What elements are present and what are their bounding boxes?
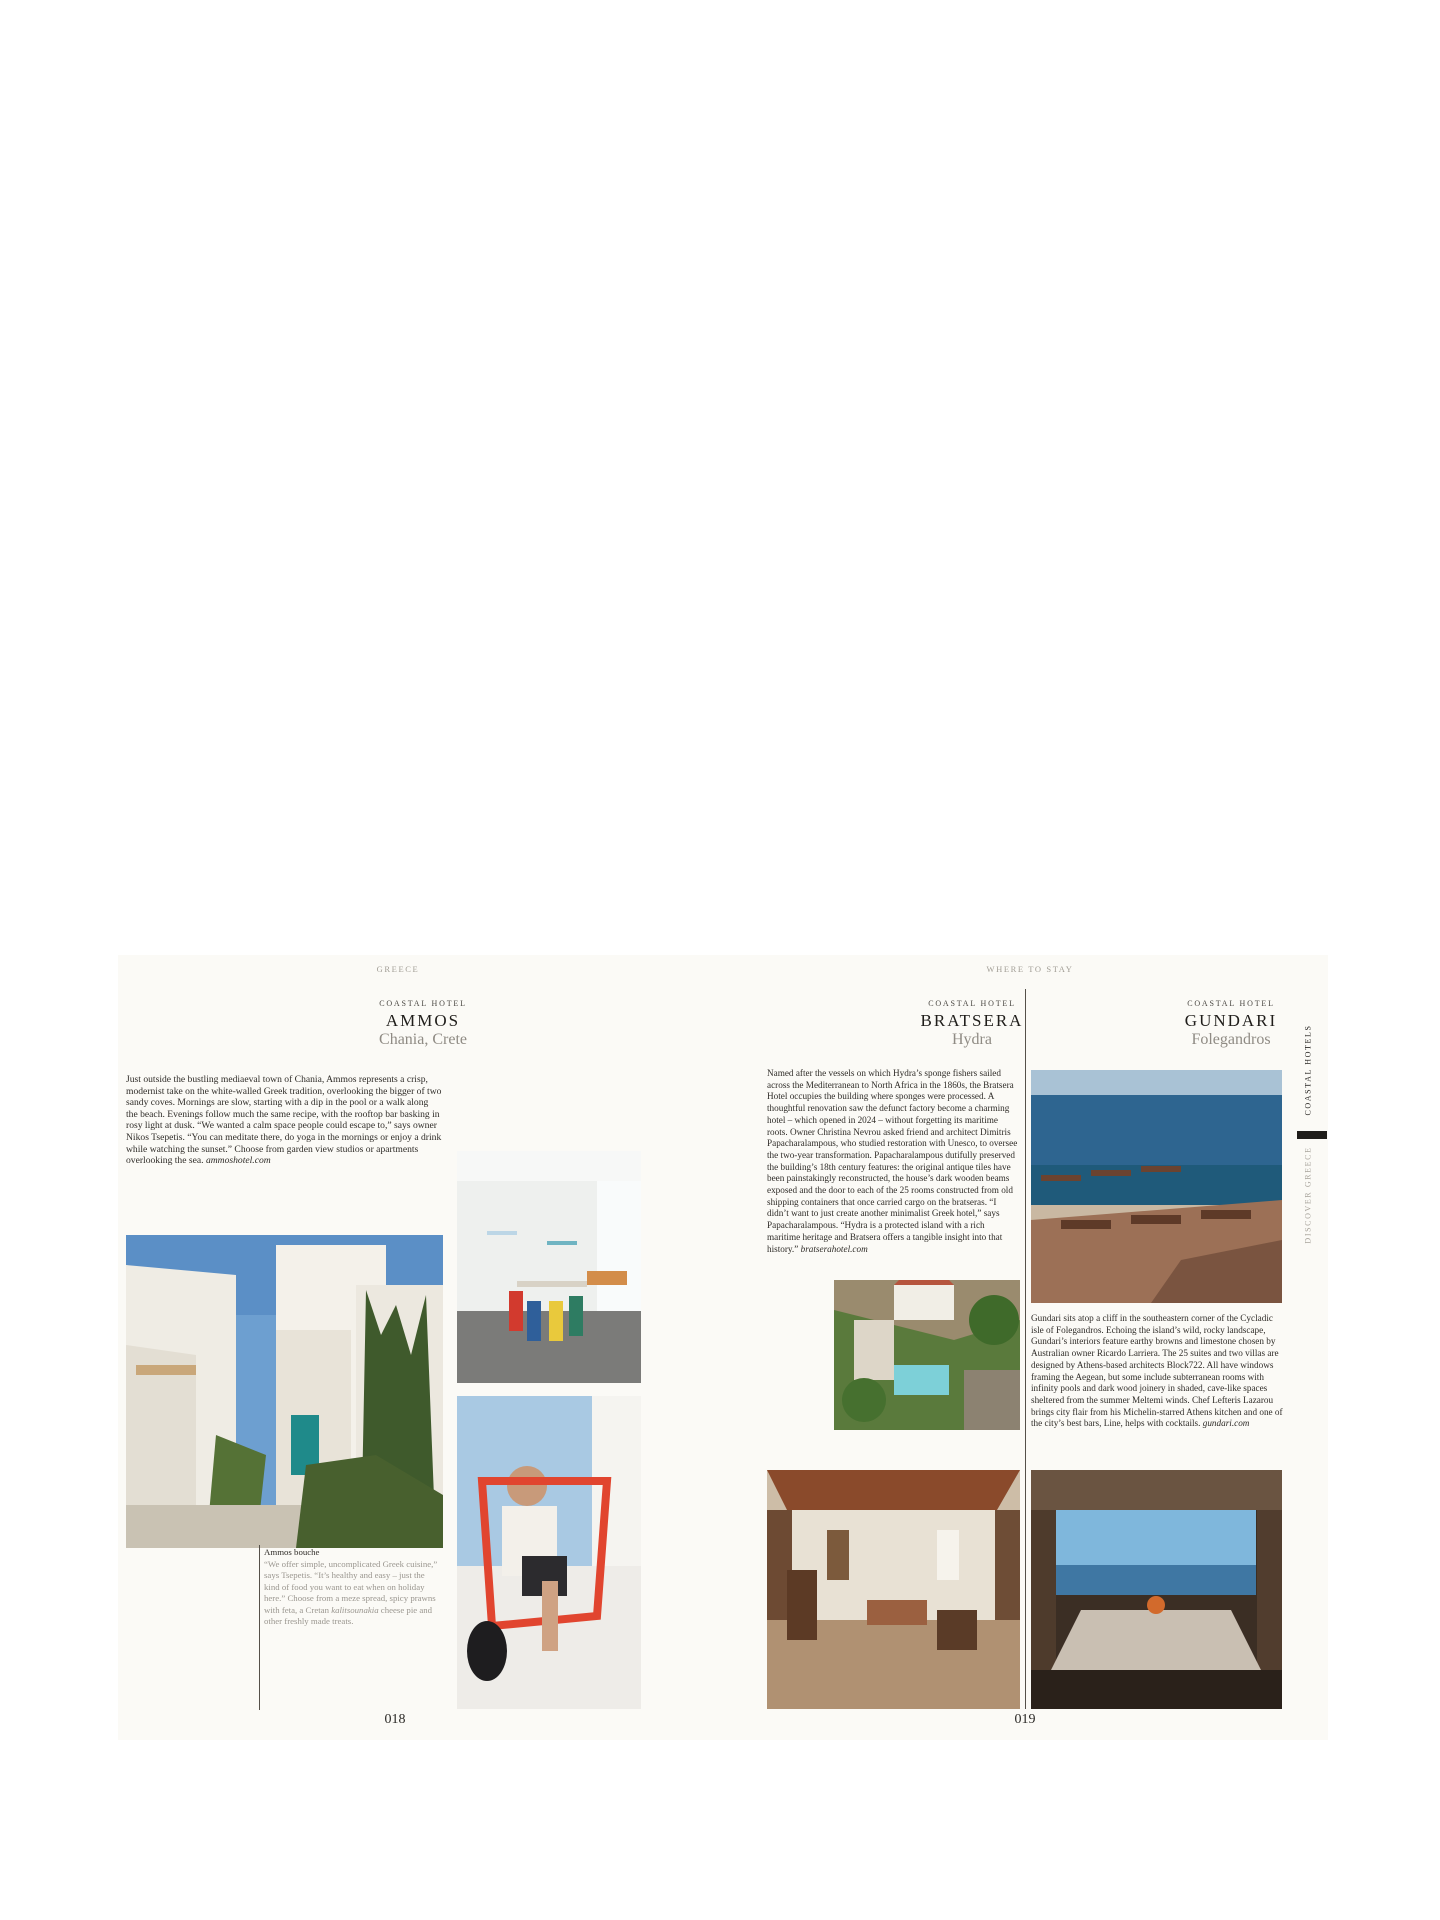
- caption-body: [264, 1559, 442, 1628]
- bratsera-interior-photo: [767, 1470, 1020, 1709]
- ammos-body-text: Just outside the bustling mediaeval town of Chania, Ammos represents a crisp, modernist take on the white-walled Greek tradition, overlooking the bigger of two sandy coves. Mornings are slow, starting with a dip in the pool or a walk along the beach. Evenings follow much the same recipe, with the rooftop bar basking in rosy light at dusk. “We wanted a calm space people could escape to,” says owner Nikos Tsepetis. “You can meditate there, do yoga in the mornings or enjoy a drink while watching the sunset.” Choose from garden view studios or apartments overlooking the sea.: [126, 1074, 442, 1167]
- bratsera-title: BRATSERA: [920, 1011, 1024, 1030]
- gundari-dining-photo: [1031, 1470, 1282, 1709]
- bratsera-body: [767, 1068, 1020, 1255]
- gundari-pool-photo: [1031, 1070, 1282, 1303]
- caption-rule: [259, 1545, 260, 1710]
- gundari-body: [1031, 1313, 1284, 1430]
- ammos-interior-photo: [457, 1151, 641, 1383]
- bratsera-location: Hydra: [952, 1031, 992, 1048]
- caption-body-text: “We offer simple, uncomplicated Greek cuisine,” says Tsepetis. “It’s healthy and easy – just the kind of food you want to eat when on holiday here.” Choose from a meze spread, spicy prawns with feta, a Cretan: [264, 1558, 438, 1615]
- side-tab-marker: [1297, 1131, 1327, 1139]
- ammos-body: [126, 1074, 442, 1167]
- folio-right: 019: [1014, 1712, 1036, 1727]
- ammos-title: AMMOS: [385, 1011, 461, 1030]
- running-head-left: GREECE: [376, 964, 420, 974]
- ammos-kicker: COASTAL HOTEL: [379, 999, 467, 1008]
- caption-title: Ammos bouche: [264, 1547, 320, 1557]
- gundari-url[interactable]: gundari.com: [1202, 1418, 1250, 1429]
- gundari-kicker: COASTAL HOTEL: [1187, 999, 1275, 1008]
- bratsera-url[interactable]: bratserahotel.com: [800, 1243, 868, 1254]
- caption-italic: kalitsounakia: [331, 1604, 379, 1615]
- ammos-location: Chania, Crete: [379, 1031, 467, 1048]
- bratsera-aerial-photo: [834, 1280, 1020, 1430]
- bratsera-kicker: COASTAL HOTEL: [928, 999, 1016, 1008]
- ammos-exterior-photo: [126, 1235, 443, 1548]
- running-head-right: WHERE TO STAY: [986, 964, 1074, 974]
- gundari-body-text: Gundari sits atop a cliff in the southeastern corner of the Cycladic isle of Folegandros. Echoing the island’s wild, rocky landscape, Gundari’s interiors feature earthy browns and limestone chosen by Australian owner Ricardo Larriera. The 25 suites and two villas are designed by Athens-based architects Block722. All have windows framing the Aegean, but some include subterranean rooms with infinity pools and dark wood joinery in shaded, cave-like spaces sheltered from the summer Meltemi winds. Chef Lefteris Lazarou brings city flair from his Michelin-starred Athens kitchen and one of the city’s best bars, Line, helps with cocktails.: [1031, 1313, 1283, 1429]
- gundari-location: Folegandros: [1191, 1031, 1271, 1048]
- side-tab-section: DISCOVER GREECE: [1303, 1146, 1313, 1244]
- ammos-caption: [264, 1547, 442, 1628]
- folio-left: 018: [384, 1712, 406, 1727]
- ammos-owner-photo: [457, 1396, 641, 1709]
- side-tab-chapter: COASTAL HOTELS: [1303, 1024, 1313, 1116]
- section-tab: [1293, 1025, 1323, 1255]
- magazine-spread: [118, 955, 1328, 1740]
- bratsera-body-text: Named after the vessels on which Hydra’s sponge fishers sailed across the Mediterranean to North Africa in the 1860s, the Bratsera Hotel occupies the building where sponges were processed. A thoughtful renovation saw the defunct factory become a charming hotel – which opened in 2024 – without forgetting its maritime roots. Owner Christina Nevrou asked friend and architect Dimitris Papacharalampous, who studied restoration with Unesco, to oversee the two-year transformation. Papacharalampous dutifully preserved the building’s 18th century features: the original antique tiles have been painstakingly reconstructed, the house’s dark wooden beams exposed and the door to each of the 25 rooms constructed from old shipping containers that once carried cargo on the bratseras. “I didn’t want to just create another minimalist Greek hotel,” says Papacharalampous. “Hydra is a protected island with a rich maritime heritage and Bratsera offers a tangible insight into that history.”: [767, 1068, 1018, 1254]
- caption-tail: cheese pie and other freshly made treats.: [264, 1604, 433, 1626]
- column-divider: [1025, 989, 1026, 1709]
- ammos-url[interactable]: ammoshotel.com: [205, 1155, 271, 1167]
- gundari-title: GUNDARI: [1184, 1011, 1278, 1030]
